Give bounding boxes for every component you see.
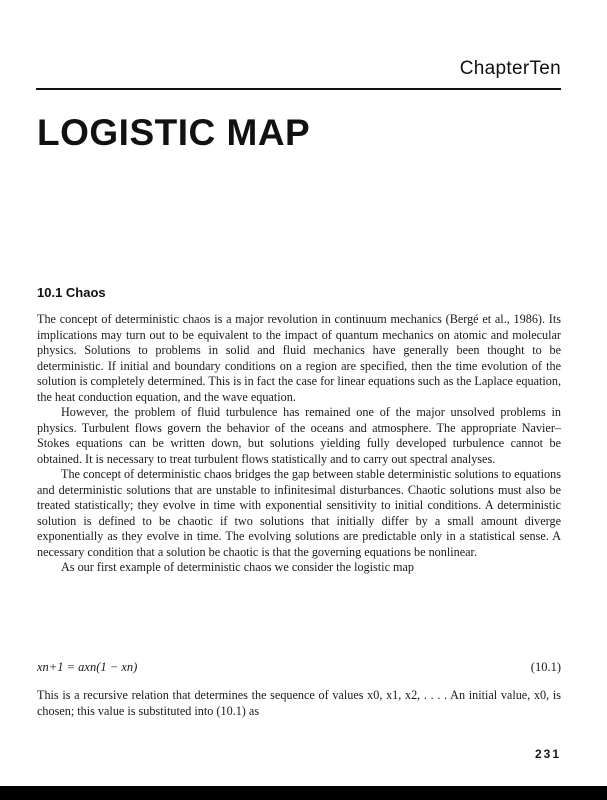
page-number: 231 [534, 747, 561, 761]
chapter-label: ChapterTen [459, 58, 561, 79]
chapter-rule [36, 88, 561, 90]
after-equation-text [37, 688, 561, 719]
paragraph-3: The concept of deterministic chaos bridges the gap between stable deterministic solutions to equations and deterministic solutions that are unstable to infinitesimal disturbances. Chaotic solutions must also be treated statistically; they evolve in time with exponential sensitivity to initial conditions. A deterministic solution is defined to be chaotic if two solutions that initially differ by a small amount diverge exponentially as they evolve in time. The evolving solutions are predictable only in a statistical sense. A necessary condition that a solution be chaotic is that the governing equations be nonlinear. [37, 467, 561, 559]
scan-bottom-edge [0, 786, 607, 800]
paragraph-2: However, the problem of fluid turbulence has remained one of the major unsolved problems in physics. Turbulent flows govern the behavior of the oceans and atmosphere. The appropriate Navier–Stokes equations can be written down, but solutions yielding fully developed turbulence cannot be obtained. It is necessary to treat turbulent flows statistically and to carry out spectral analyses. [37, 405, 561, 466]
body-text [37, 312, 561, 576]
equation-expression: xn+1 = axn(1 − xn) [37, 660, 138, 674]
equation-number: (10.1) [530, 660, 561, 674]
chapter-title: LOGISTIC MAP [37, 112, 311, 153]
paragraph-1: The concept of deterministic chaos is a major revolution in continuum mechanics (Bergé et al., 1986). Its implications may turn out to be equivalent to the impact of quantum mechanics on atomic and molecular physics. Solutions to problems in solid and fluid mechanics have generally been thought to be deterministic. If initial and boundary conditions on a region are specified, then the time evolution of the solution is completely determined. This is in fact the case for linear equations such as the Laplace equation, the heat conduction equation, and the wave equation. [37, 312, 562, 404]
paragraph-4: As our first example of deterministic chaos we consider the logistic map [61, 560, 415, 574]
section-heading: 10.1 Chaos [37, 285, 106, 300]
paragraph-5: This is a recursive relation that determines the sequence of values x0, x1, x2, . . . . An initial value, x0, is chosen; this value is substituted into (10.1) as [37, 688, 561, 718]
